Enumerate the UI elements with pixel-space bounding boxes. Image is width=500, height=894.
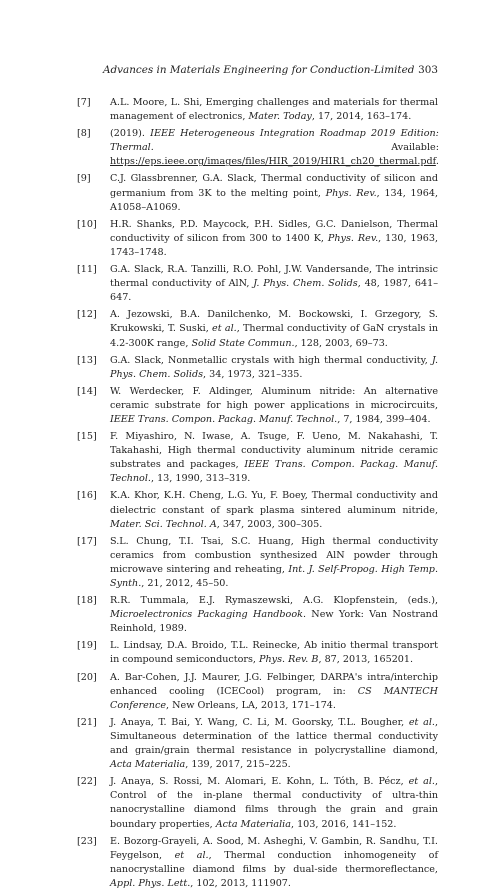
reference-text [110, 775, 438, 831]
reference-source-italic: Solid State Commun. [191, 337, 295, 349]
reference-source-italic: Mater. Today [248, 111, 312, 123]
reference-number: [16] [77, 490, 97, 502]
reference-text-segment: , 48, 1987, 641–647. [110, 278, 438, 304]
reference-item [77, 639, 438, 667]
reference-url-link[interactable]: https://eps.ieee.org/images/files/HIR_2019/HIR1_ch20_thermal.pdf [110, 156, 436, 168]
reference-text [110, 671, 438, 713]
reference-text [110, 639, 438, 667]
reference-item [77, 127, 438, 169]
reference-number: [17] [77, 535, 97, 547]
reference-text-segment: , 130, 1963, 1743–1748. [110, 232, 438, 258]
reference-source-italic: CS MANTECH Conference [110, 685, 438, 711]
reference-item [77, 172, 438, 214]
reference-item [77, 716, 438, 772]
page-number: 303 [418, 64, 438, 76]
reference-text-segment: , 103, 2016, 141–152. [290, 818, 397, 830]
reference-text-segment: . [435, 156, 439, 168]
reference-text [110, 835, 438, 891]
reference-text [110, 716, 438, 772]
reference-number: [23] [77, 835, 97, 847]
reference-number: [19] [77, 640, 97, 652]
reference-text-segment: , Control of the in-plane thermal conductivity of ultra-thin nanocrystalline diamond films through the grain and grain boundary properties, [110, 776, 438, 830]
reference-item [77, 430, 438, 486]
reference-number: [11] [77, 264, 97, 276]
reference-source-italic: Microelectronics Packaging Handbook [110, 609, 303, 621]
reference-source-italic: Acta Materialia [215, 818, 291, 830]
reference-source-italic: IEEE Trans. Compon. Packag. Manuf. Technol. [110, 459, 438, 485]
reference-item [77, 385, 438, 427]
reference-text [110, 218, 438, 260]
reference-text-segment: , Thermal conductivity of GaN crystals in 4.2-300K range, [110, 323, 438, 349]
reference-item [77, 218, 438, 260]
reference-text-segment: , Thermal conduction inhomogeneity of nanocrystalline diamond films by dual-side thermoreflectance, [110, 849, 438, 875]
reference-text-segment: . New York: Van Nostrand Reinhold, 1989. [110, 609, 438, 635]
reference-source-italic: Phys. Rev. [327, 232, 379, 244]
reference-number: [7] [77, 97, 91, 108]
reference-item [77, 96, 438, 124]
reference-source-italic: J. Phys. Chem. Solids [253, 278, 358, 290]
reference-text [110, 385, 438, 427]
reference-text-segment: W. Werdecker, F. Aldinger, Aluminum nitride: An alternative ceramic substrate for high power applications in microcircuits, [110, 385, 438, 411]
reference-number: [22] [77, 776, 97, 788]
reference-source-italic: Acta Materialia [110, 759, 186, 771]
reference-text-segment: , 21, 2012, 45–50. [141, 578, 229, 589]
reference-text [110, 172, 438, 214]
reference-text-segment: A. Bar-Cohen, J.J. Maurer, J.G. Felbinger, DARPA's intra/interchip enhanced cooling (ICECool) program, in: [110, 671, 438, 697]
reference-source-italic: et al. [174, 849, 209, 861]
reference-source-italic: Mater. Sci. Technol. A [110, 518, 217, 530]
reference-text-segment: J. Anaya, S. Rossi, M. Alomari, E. Kohn, L. Tóth, B. Pécz, [110, 776, 409, 788]
reference-text [110, 127, 439, 169]
reference-text-segment: , 139, 2017, 215–225. [185, 759, 291, 771]
reference-number: [10] [77, 218, 97, 230]
reference-item [77, 594, 438, 636]
reference-text [110, 354, 438, 382]
reference-source-italic: Int. J. Self-Propog. High Temp. Synth. [110, 563, 438, 589]
reference-text-segment: F. Miyashiro, N. Iwase, A. Tsuge, F. Ueno, M. Nakahashi, T. Takahashi, High thermal conductivity aluminum nitride ceramic substrates and packages, [110, 431, 438, 471]
reference-item [77, 354, 438, 382]
reference-number: [13] [77, 354, 97, 366]
reference-text-segment: , New Orleans, LA, 2013, 171–174. [166, 699, 336, 711]
reference-number: [15] [77, 431, 97, 443]
reference-text-segment: J. Anaya, T. Bai, Y. Wang, C. Li, M. Goorsky, T.L. Bougher, [110, 716, 409, 728]
reference-text-segment: H.R. Shanks, P.D. Maycock, P.H. Sidles, G.C. Danielson, Thermal conductivity of silicon from 300 to 1400 K, [110, 218, 438, 244]
reference-source-italic: Phys. Rev. [325, 187, 377, 199]
reference-item [77, 308, 438, 350]
reference-source-italic: IEEE Heterogeneous Integration Roadmap 2019 Edition: Thermal [110, 128, 439, 154]
reference-text-segment: C.J. Glassbrenner, G.A. Slack, Thermal conductivity of silicon and germanium from 3K to the melting point, [110, 173, 438, 199]
reference-number: [14] [77, 385, 97, 397]
reference-text [110, 535, 438, 591]
reference-source-italic: et al. [408, 716, 435, 728]
running-title: Advances in Materials Engineering for Conduction-Limited [103, 64, 415, 76]
reference-number: [9] [77, 173, 91, 185]
reference-text-segment: , 134, 1964, A1058–A1069. [110, 187, 438, 213]
reference-text [110, 308, 438, 350]
reference-list [77, 96, 438, 894]
reference-text-segment: R.R. Tummala, E.J. Rymaszewski, A.G. Klopfenstein, (eds.), [110, 595, 438, 607]
reference-text-segment: , 102, 2013, 111907. [190, 877, 291, 889]
reference-source-italic: IEEE Trans. Compon. Packag. Manuf. Technol. [110, 413, 338, 425]
reference-text-segment: K.A. Khor, K.H. Cheng, L.G. Yu, F. Boey, Thermal conductivity and dielectric constant of spark plasma sintered aluminum nitride, [110, 490, 438, 516]
reference-text-segment: G.A. Slack, R.A. Tanzilli, R.O. Pohl, J.W. Vandersande, The intrinsic thermal conductivity of AlN, [110, 264, 438, 290]
reference-text-segment: G.A. Slack, Nonmetallic crystals with high thermal conductivity, [110, 354, 432, 366]
reference-text [110, 96, 438, 124]
reference-item [77, 263, 438, 305]
reference-text-segment: , 7, 1984, 399–404. [337, 413, 431, 425]
reference-number: [12] [77, 309, 97, 321]
reference-text-segment: S.L. Chung, T.I. Tsai, S.C. Huang, High thermal conductivity ceramics from combustion synthesized AlN powder through microwave sintering and reheating, [110, 535, 438, 575]
reference-number: [18] [77, 595, 97, 607]
reference-text-segment: , 34, 1973, 321–335. [203, 368, 303, 380]
reference-item [77, 775, 438, 831]
reference-item [77, 835, 438, 891]
reference-text-segment: E. Bozorg-Grayeli, A. Sood, M. Asheghi, V. Gambin, R. Sandhu, T.I. Feygelson, [110, 835, 438, 861]
reference-text [110, 263, 438, 305]
running-head [77, 64, 438, 76]
reference-text-segment: , 347, 2003, 300–305. [216, 518, 323, 530]
reference-text-segment: , 17, 2014, 163–174. [311, 111, 412, 123]
reference-number: [8] [77, 128, 91, 140]
reference-text-segment: (2019). [110, 128, 151, 140]
reference-text-segment: , 87, 2013, 165201. [318, 654, 414, 666]
reference-source-italic: et al. [212, 323, 237, 335]
reference-source-italic: Phys. Rev. B [259, 654, 319, 666]
reference-source-italic: Appl. Phys. Lett. [110, 877, 191, 889]
reference-item [77, 671, 438, 713]
reference-text-segment: A. Jezowski, B.A. Danilchenko, M. Bockowski, I. Grzegory, S. Krukowski, T. Suski, [110, 309, 438, 335]
reference-text-segment: . Available: [150, 142, 439, 154]
reference-number: [21] [77, 716, 97, 728]
reference-text-segment: , Simultaneous determination of the lattice thermal conductivity and grain/grain thermal resistance in polycrystalline diamond, [110, 716, 439, 757]
reference-text-segment: , 128, 2003, 69–73. [294, 337, 388, 349]
reference-text [110, 430, 438, 486]
reference-text [110, 594, 438, 636]
reference-item [77, 489, 438, 531]
reference-source-italic: J. Phys. Chem. Solids [110, 354, 438, 380]
reference-text-segment: , 13, 1990, 313–319. [150, 473, 251, 485]
reference-source-italic: et al. [408, 776, 435, 788]
reference-number: [20] [77, 671, 97, 683]
reference-text [110, 489, 438, 531]
reference-item [77, 535, 438, 591]
reference-text-segment: L. Lindsay, D.A. Broido, T.L. Reinecke, Ab initio thermal transport in compound semiconductors, [110, 640, 438, 666]
reference-text-segment: A.L. Moore, L. Shi, Emerging challenges and materials for thermal management of electronics, [110, 97, 438, 123]
